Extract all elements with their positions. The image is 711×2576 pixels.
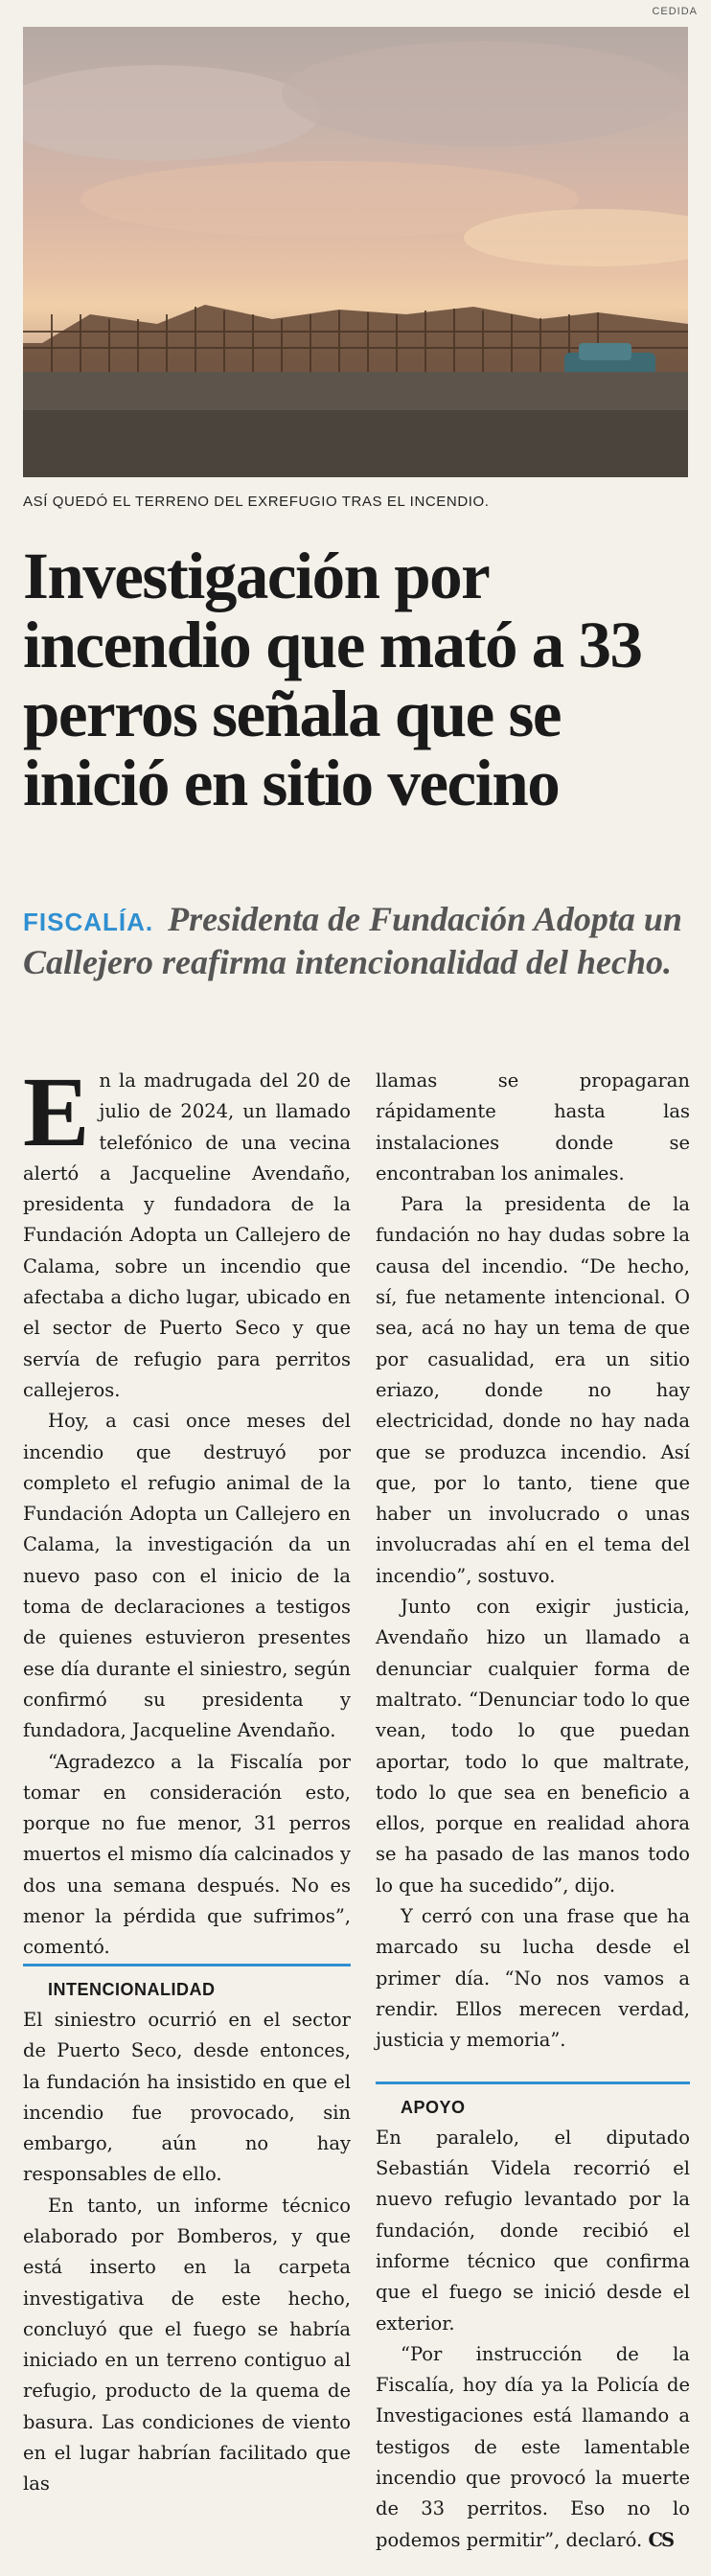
body-paragraph: Junto con exigir justicia, Avendaño hizo un llamado a denunciar cualquier forma de maltrato. “Denunciar todo lo que vean, todo lo que puedan aportar, todo lo que maltrate, todo lo que sea en beneficio a ellos, porque en realidad ahora se ha pasado de las manos todo lo que ha sucedido”, dijo. <box>376 1596 690 1897</box>
section-kicker: FISCALÍA. <box>23 908 154 936</box>
body-paragraph <box>23 1057 351 1406</box>
paragraph-text: n la madrugada del 20 de julio de 2024, un llamado telefónico de una vecina alertó a Jacqueline Avendaño, presidenta y fundadora de la Fundación Adopta un Callejero de Calama, sobre un incendio que afectaba a dicho lugar, ubicado en el sector de Puerto Seco y que servía de refugio para perritos callejeros. <box>23 1070 351 1401</box>
body-paragraph: Y cerró con una frase que ha marcado su lucha desde el primer día. “No nos vamos a rendir. Ellos merecen verdad, justicia y memoria”. <box>376 1905 690 2052</box>
body-paragraph: El siniestro ocurrió en el sector de Puerto Seco, desde entonces, la fundación ha insistido en que el incendio fue provocado, sin embargo, aún no hay responsables de ello. <box>23 2008 351 2186</box>
fire-aftermath-photo <box>23 27 688 477</box>
article-deck <box>23 899 688 982</box>
deck-subtitle: Presidenta de Fundación Adopta un Callejero reafirma intencionalidad del hecho. <box>23 900 682 981</box>
body-paragraph: llamas se propagaran rápidamente hasta las instalaciones donde se encontraban los animales. <box>376 1070 690 1184</box>
body-paragraph: Para la presidenta de la fundación no hay dudas sobre la causa del incendio. “De hecho, sí, fue netamente intencional. O sea, acá no hay un tema de que por casualidad, era un sitio eriazo, donde no hay electricidad, donde no hay nada que se produzca incendio. Así que, por lo tanto, tiene que haber un involucrado o unas involucradas ahí en el tema del incendio”, sostuvo. <box>376 1193 690 1587</box>
section-heading-intencionalidad: INTENCIONALIDAD <box>23 1964 351 2005</box>
photo-credit: CEDIDA <box>652 6 698 17</box>
article-column-right <box>376 1066 690 2556</box>
body-paragraph: “Agradezco a la Fiscalía por tomar en consideración esto, porque no fue menor, 31 perros muertos el mismo día calcinados y dos una semana después. No es menor la pérdida que sufrimos”, comentó. <box>23 1750 351 1959</box>
body-paragraph: Hoy, a casi once meses del incendio que destruyó por completo el refugio animal de la Fundación Adopta un Callejero en Calama, la investigación da un nuevo paso con el inicio de la toma de declaraciones a testigos de quienes estuvieron presentes ese día durante el siniestro, según confirmó su presidenta y fundadora, Jacqueline Avendaño. <box>23 1410 351 1742</box>
burned-shelter-illustration <box>23 27 688 477</box>
photo-caption: ASÍ QUEDÓ EL TERRENO DEL EXREFUGIO TRAS EL INCENDIO. <box>23 494 490 510</box>
paragraph-text: “Por instrucción de la Fiscalía, hoy día ya la Policía de Investigaciones está llamando a testigos de este lamentable incendio que provocó la muerte de 33 perritos. Eso no lo podemos permitir”, declaró. <box>376 2342 690 2551</box>
article-end-mark: CS <box>648 2528 674 2551</box>
body-paragraph <box>376 2339 690 2556</box>
body-paragraph: En paralelo, el diputado Sebastián Videla recorrió el nuevo refugio levantado por la fundación, donde recibió el informe técnico que confirma que el fuego se inició desde el exterior. <box>376 2126 690 2334</box>
article-column-left <box>23 1057 351 2500</box>
section-heading-apoyo: APOYO <box>376 2082 690 2123</box>
article-headline: Investigación por incendio que mató a 33 perros señala que se inició en sitio vecino <box>23 540 642 819</box>
drop-cap: E <box>23 1057 90 1167</box>
body-paragraph: En tanto, un informe técnico elaborado por Bomberos, y que está inserto en la carpeta investigativa de este hecho, concluyó que el fuego se habría iniciado en un terreno contiguo al refugio, producto de la quema de basura. Las condiciones de viento en el lugar habrían facilitado que las <box>23 2194 351 2496</box>
